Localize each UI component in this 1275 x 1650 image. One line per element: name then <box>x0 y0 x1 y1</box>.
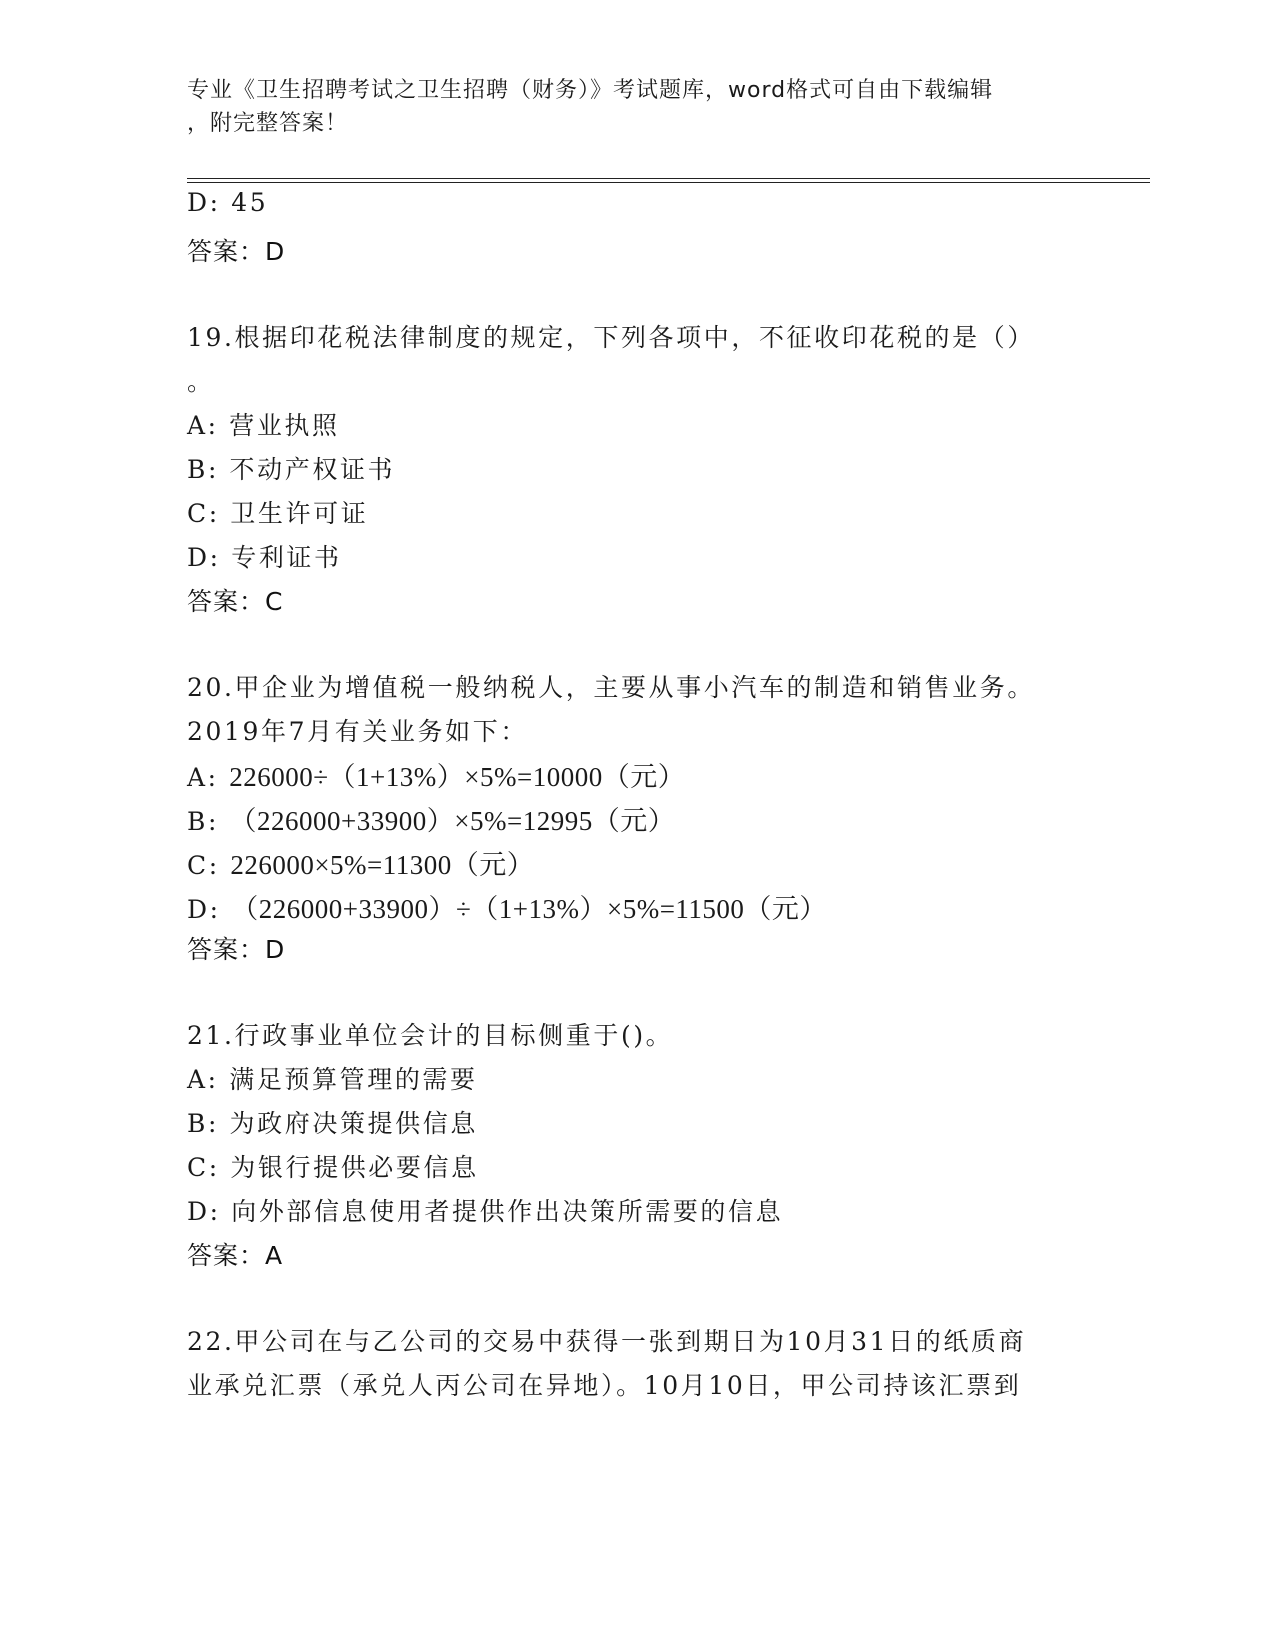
q19-answer: 答案：C <box>187 587 284 616</box>
q20-stem-line-2: 2019年7月有关业务如下： <box>187 717 528 746</box>
q20-option-d-text: （226000+33900）÷（1+13%）×5%=11500（元） <box>231 894 827 924</box>
q20-answer: 答案：D <box>187 935 286 964</box>
q20-option-b-text: （226000+33900）×5%=12995（元） <box>229 806 676 836</box>
q20-option-a-label: A: <box>187 763 230 792</box>
document-header <box>187 74 1067 140</box>
q20-option-b <box>187 799 675 838</box>
q20-option-b-label: B: <box>187 807 230 836</box>
q21-option-b: B: 为政府决策提供信息 <box>187 1109 478 1138</box>
q21-option-c: C: 为银行提供必要信息 <box>187 1153 479 1182</box>
q19-option-c: C: 卫生许可证 <box>187 499 369 528</box>
q20-option-c <box>187 843 534 882</box>
q22-stem-line-2: 业承兑汇票（承兑人丙公司在异地）。10月10日，甲公司持该汇票到 <box>187 1371 1022 1400</box>
q20-option-c-label: C: <box>187 851 231 880</box>
q19-option-d: D: 专利证书 <box>187 543 342 572</box>
q20-option-d <box>187 887 827 926</box>
q22-stem-line-1: 22.甲公司在与乙公司的交易中获得一张到期日为10月31日的纸质商 <box>187 1327 1027 1356</box>
q19-stem-line-2: 。 <box>187 367 215 396</box>
header-divider-bottom <box>187 182 1150 183</box>
prev-answer: 答案：D <box>187 237 286 266</box>
prev-option-d: D: 45 <box>187 188 269 217</box>
q20-option-c-text: 226000×5%=11300（元） <box>230 850 535 880</box>
q20-stem-line-1: 20.甲企业为增值税一般纳税人，主要从事小汽车的制造和销售业务。 <box>187 673 1035 702</box>
header-line-1: 专业《卫生招聘考试之卫生招聘（财务）》考试题库，word格式可自由下载编辑 <box>187 78 994 103</box>
header-line-2: ，附完整答案！ <box>187 111 349 136</box>
q19-stem-line-1: 19.根据印花税法律制度的规定，下列各项中，不征收印花税的是（） <box>187 323 1035 352</box>
q20-option-a <box>187 755 685 794</box>
q20-option-d-label: D: <box>187 895 232 924</box>
q21-stem-line-1: 21.行政事业单位会计的目标侧重于()。 <box>187 1021 674 1050</box>
header-divider-top <box>187 178 1150 179</box>
q20-option-a-text: 226000÷（1+13%）×5%=10000（元） <box>229 762 686 792</box>
q19-option-a: A: 营业执照 <box>187 411 340 440</box>
q19-option-b: B: 不动产权证书 <box>187 455 396 484</box>
q21-option-d: D: 向外部信息使用者提供作出决策所需要的信息 <box>187 1197 784 1226</box>
q21-option-a: A: 满足预算管理的需要 <box>187 1065 478 1094</box>
q21-answer: 答案：A <box>187 1241 284 1270</box>
